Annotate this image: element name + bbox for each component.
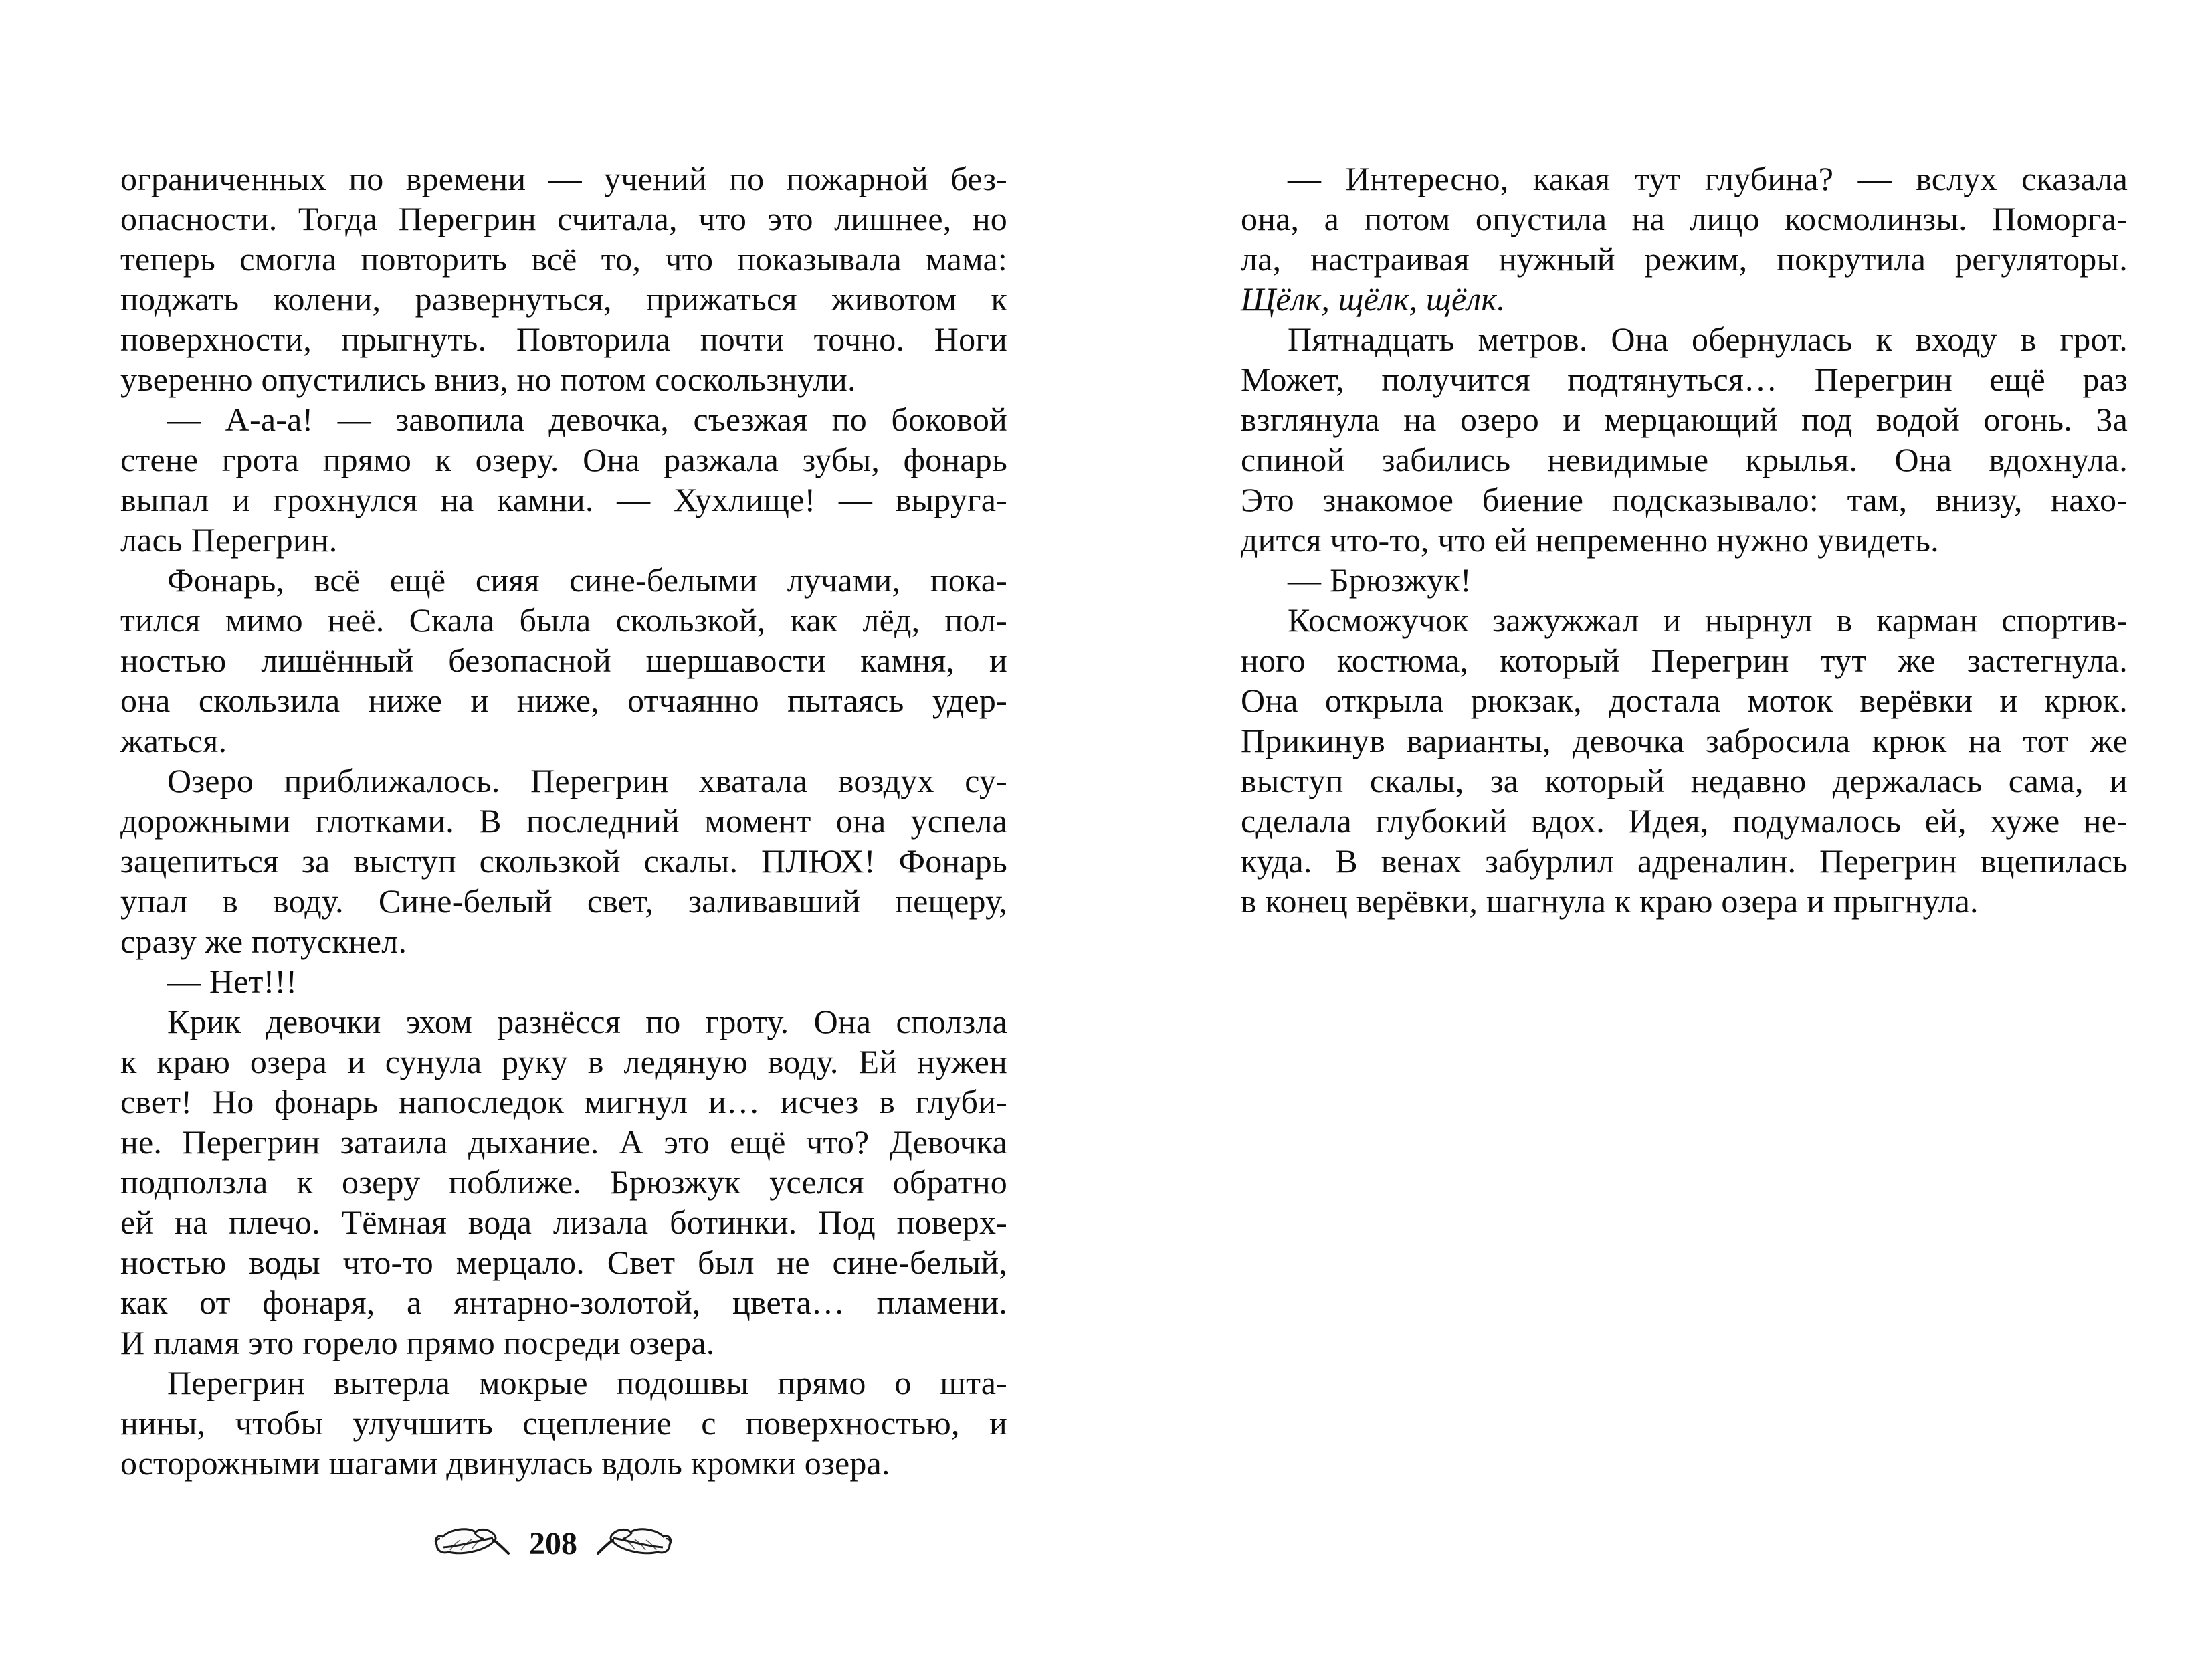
text-line: сразу же потускнел. xyxy=(120,922,407,960)
text-line: — А-а-а! — завопила девочка, съезжая по боковой xyxy=(167,401,1007,438)
text-line: Косможучок зажужжал и нырнул в карман спортив- xyxy=(1288,601,2128,639)
text-line: поверхности, прыгнуть. Повторила почти точно. Ноги xyxy=(120,320,1007,358)
text-line: Пятнадцать метров. Она обернулась к входу в грот. xyxy=(1288,320,2128,358)
text-line: дорожными глотками. В последний момент она успела xyxy=(120,802,1007,840)
page-right-text xyxy=(1241,159,2128,921)
text-line: теперь смогла повторить всё то, что показывала мама: xyxy=(120,240,1007,278)
text-line: тился мимо неё. Скала была скользкой, как лёд, пол- xyxy=(120,601,1007,639)
text-line: зацепиться за выступ скользкой скалы. ПЛЮХ! Фонарь xyxy=(120,842,1007,880)
text-line: ностью лишённый безопасной шершавости камня, и xyxy=(120,642,1007,679)
text-line: Перегрин вытерла мокрые подошвы прямо о шта- xyxy=(167,1364,1007,1401)
text-line: выпал и грохнулся на камни. — Хухлище! — выруга- xyxy=(120,481,1007,518)
text-line: ностью воды что-то мерцало. Свет был не сине-белый, xyxy=(120,1244,1007,1281)
text-line: упал в воду. Сине-белый свет, заливавший пещеру, xyxy=(120,882,1007,920)
text-line: Она открыла рюкзак, достала моток верёвки и крюк. xyxy=(1241,682,2128,719)
text-line: жаться. xyxy=(120,722,227,759)
page-left-text xyxy=(120,159,1007,1483)
text-line: спиной забились невидимые крылья. Она вдохнула. xyxy=(1241,441,2128,478)
text-line: в конец верёвки, шагнула к краю озера и прыгнула. xyxy=(1241,882,1979,920)
text-line: свет! Но фонарь напоследок мигнул и… исчез в глуби- xyxy=(120,1083,1007,1120)
text-line: подползла к озеру поближе. Брюзжук уселся обратно xyxy=(120,1163,1007,1201)
text-line: Озеро приближалось. Перегрин хватала воздух су- xyxy=(167,762,1007,799)
text-line: И пламя это горело прямо посреди озера. xyxy=(120,1324,715,1361)
text-line: стене грота прямо к озеру. Она разжала зубы, фонарь xyxy=(120,441,1007,478)
text-line: Щёлк, щёлк, щёлк. xyxy=(1241,280,1506,318)
text-line: Это знакомое биение подсказывало: там, внизу, нахо- xyxy=(1241,481,2128,518)
text-line: опасности. Тогда Перегрин считала, что это лишнее, но xyxy=(120,200,1007,237)
text-line: нины, чтобы улучшить сцепление с поверхностью, и xyxy=(120,1404,1007,1442)
leaf-flourish-right-icon xyxy=(595,1527,676,1561)
text-line: она, а потом опустила на лицо космолинзы. Поморга- xyxy=(1241,200,2128,237)
text-line: ограниченных по времени — учений по пожарной без- xyxy=(120,160,1007,197)
text-line: не. Перегрин затаила дыхание. А это ещё что? Девочка xyxy=(120,1123,1007,1161)
text-line: ей на плечо. Тёмная вода лизала ботинки. Под поверх- xyxy=(120,1203,1007,1241)
page-right xyxy=(1106,0,2212,1659)
page-number: 208 xyxy=(529,1526,577,1561)
text-line: ла, настраивая нужный режим, покрутила регуляторы. xyxy=(1241,240,2128,278)
text-line: к краю озера и сунула руку в ледяную воду. Ей нужен xyxy=(120,1043,1007,1080)
text-line: — Интересно, какая тут глубина? — вслух сказала xyxy=(1288,160,2128,197)
text-line: Крик девочки эхом разнёсся по гроту. Она сползла xyxy=(167,1003,1007,1040)
text-line: — Нет!!! xyxy=(167,963,298,1000)
text-line: она скользила ниже и ниже, отчаянно пытаясь удер- xyxy=(120,682,1007,719)
text-line: Прикинув варианты, девочка забросила крюк на тот же xyxy=(1241,722,2128,759)
text-line: осторожными шагами двинулась вдоль кромки озера. xyxy=(120,1444,890,1482)
text-line: как от фонаря, а янтарно-золотой, цвета… пламени. xyxy=(120,1284,1007,1321)
text-line: куда. В венах забурлил адреналин. Перегрин вцепилась xyxy=(1241,842,2128,880)
text-line: взглянула на озеро и мерцающий под водой огонь. За xyxy=(1241,401,2128,438)
text-line: выступ скалы, за который недавно держалась сама, и xyxy=(1241,762,2128,799)
text-line: ного костюма, который Перегрин тут же застегнула. xyxy=(1241,642,2128,679)
text-line: Может, получится подтянуться… Перегрин ещё раз xyxy=(1241,361,2128,398)
folio xyxy=(0,1527,1106,1561)
leaf-flourish-left-icon xyxy=(430,1527,512,1561)
text-line: — Брюзжук! xyxy=(1288,561,1472,599)
text-line: лась Перегрин. xyxy=(120,521,338,559)
text-line: дится что-то, что ей непременно нужно увидеть. xyxy=(1241,521,1939,559)
text-line: поджать колени, развернуться, прижаться животом к xyxy=(120,280,1007,318)
text-line: Фонарь, всё ещё сияя сине-белыми лучами, пока- xyxy=(167,561,1007,599)
text-line: уверенно опустились вниз, но потом соскользнули. xyxy=(120,361,856,398)
text-line: сделала глубокий вдох. Идея, подумалось ей, хуже не- xyxy=(1241,802,2128,840)
